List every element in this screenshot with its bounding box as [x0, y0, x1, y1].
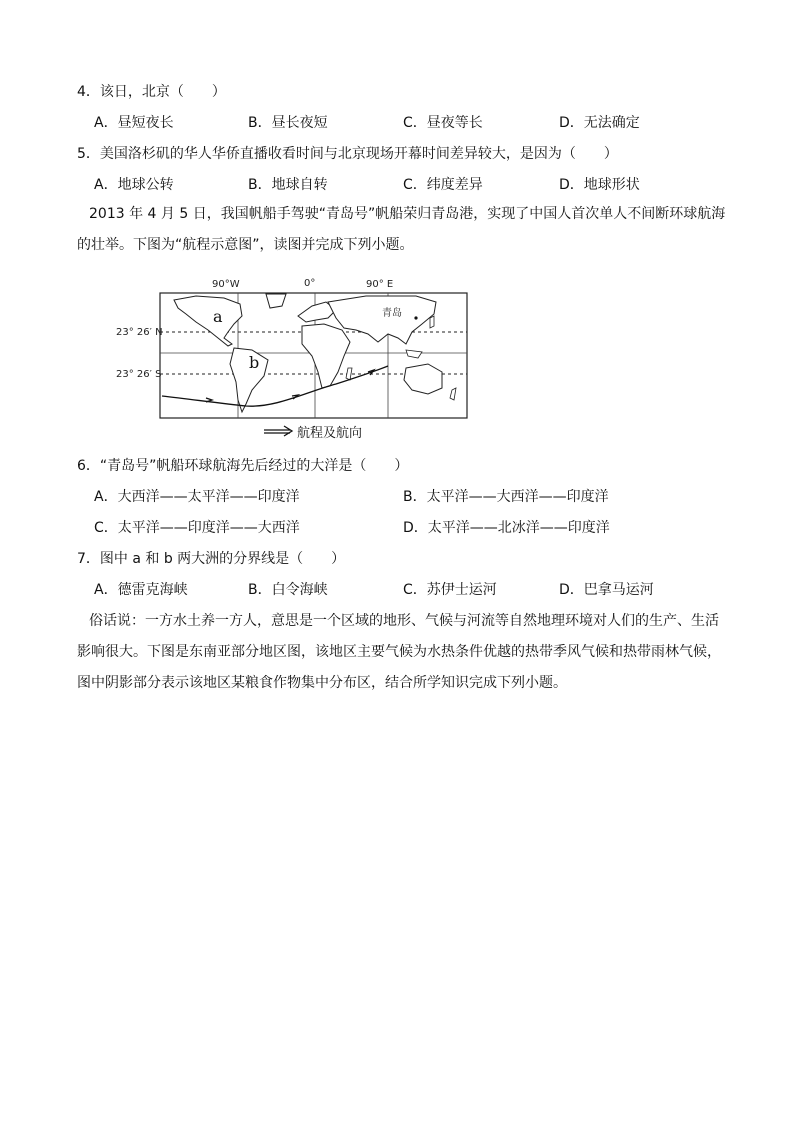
- question-6-stem: 6．“青岛号”帆船环球航海先后经过的大洋是（ ）: [77, 458, 409, 474]
- region-label-b: b: [249, 353, 260, 372]
- q4-option-b: B．昼长夜短: [248, 115, 328, 131]
- q4-option-c: C．昼夜等长: [403, 115, 483, 131]
- q4-option-d: D．无法确定: [559, 115, 640, 131]
- q5-option-a: A．地球公转: [94, 177, 174, 193]
- q7-option-a: A．德雷克海峡: [94, 582, 188, 598]
- q6-option-a: A．大西洋——太平洋——印度洋: [94, 489, 300, 505]
- question-4-stem: 4．该日，北京（ ）: [77, 84, 226, 100]
- q6-option-b: B．太平洋——大西洋——印度洋: [403, 489, 609, 505]
- lat-label-tropic-north: 23° 26′ N: [116, 327, 163, 338]
- q4-option-a: A．昼短夜长: [94, 115, 174, 131]
- place-label-qingdao: 青岛: [382, 308, 402, 319]
- lon-label-90e: 90° E: [366, 279, 394, 290]
- q6-option-d: D．太平洋——北冰洋——印度洋: [403, 520, 610, 536]
- voyage-map: [116, 272, 476, 442]
- legend-arrow-icon: [264, 426, 292, 436]
- q7-option-d: D．巴拿马运河: [559, 582, 654, 598]
- lon-label-90w: 90°W: [212, 279, 240, 290]
- lat-label-tropic-south: 23° 26′ S: [116, 369, 162, 380]
- region-label-a: a: [213, 307, 223, 326]
- lon-label-0: 0°: [304, 278, 316, 289]
- q5-option-d: D．地球形状: [559, 177, 640, 193]
- question-7-stem: 7．图中 a 和 b 两大洲的分界线是（ ）: [77, 551, 346, 567]
- q7-option-c: C．苏伊士运河: [403, 582, 497, 598]
- japan-shape: [430, 316, 434, 328]
- q7-option-b: B．白令海峡: [248, 582, 328, 598]
- intro-paragraph-2: 俗话说：一方水土养一方人，意思是一个区域的地形、气候与河流等自然地理环境对人们的生产、生活影响很大。下图是东南亚部分地区图，该地区主要气候为水热条件优越的热带季风气候和热带雨林气候，图中阴影部分表示该地区某粮食作物集中分布区，结合所学知识完成下列小题。: [77, 613, 721, 691]
- map-legend-label: 航程及航向: [297, 426, 363, 441]
- question-5-stem: 5．美国洛杉矶的华人华侨直播收看时间与北京现场开幕时间差异较大，是因为（ ）: [77, 146, 618, 162]
- q5-option-c: C．纬度差异: [403, 177, 483, 193]
- q6-option-c: C．太平洋——印度洋——大西洋: [94, 520, 300, 536]
- intro-paragraph-1: 2013 年 4 月 5 日，我国帆船手驾驶“青岛号”帆船荣归青岛港，实现了中国人首次单人不间断环球航海的壮举。下图为“航程示意图”，读图并完成下列小题。: [77, 206, 726, 253]
- q5-option-b: B．地球自转: [248, 177, 328, 193]
